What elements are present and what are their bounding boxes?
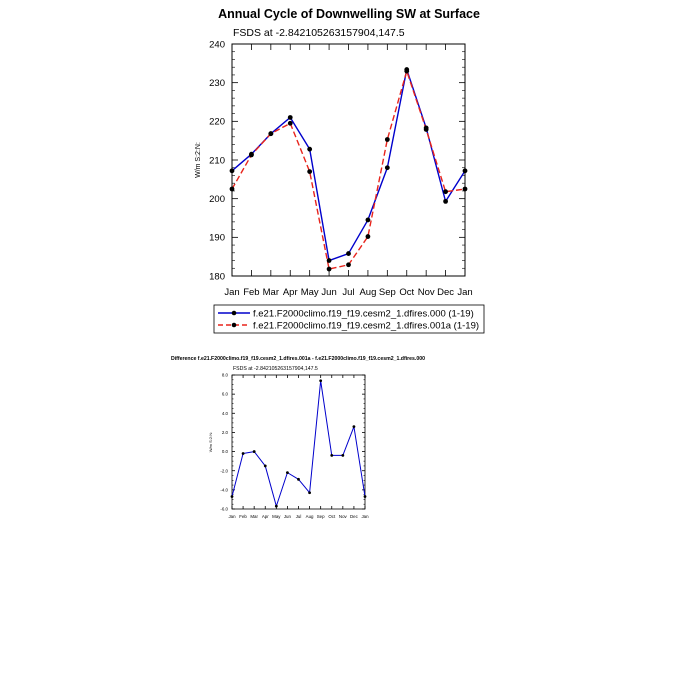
diff-series-1-point <box>297 478 300 481</box>
legend-marker-series-1 <box>232 311 237 316</box>
main-y-tick-labels <box>209 39 225 282</box>
diff-x-tick-label: Jan <box>361 514 369 519</box>
main-x-tick-label: Jun <box>321 287 337 298</box>
diff-chart-ylabel: W/m S:2:N: <box>208 431 213 453</box>
main-series-2-point <box>230 187 235 192</box>
main-series-2-point <box>443 189 448 194</box>
legend-label-series-2: f.e21.F2000climo.f19_f19.cesm2_1.dfires.001a (1-19) <box>253 320 480 332</box>
main-plot-frame <box>232 44 465 276</box>
main-series-1-point <box>385 165 390 170</box>
main-series-2-point <box>385 137 390 142</box>
main-chart-ylabel: W/m S:2:N: <box>195 142 202 178</box>
main-series-2-point <box>404 69 409 74</box>
main-x-tick-label: May <box>300 287 319 298</box>
diff-x-tick-label: Nov <box>338 514 347 519</box>
main-x-tick-label: Jan <box>457 287 473 298</box>
diff-series-1-point <box>319 379 322 382</box>
diff-y-tick-label: -6.0 <box>220 506 228 512</box>
diff-series-1-point <box>286 471 289 474</box>
main-x-tick-label: Aug <box>359 287 377 298</box>
main-chart <box>195 7 484 333</box>
diff-series-1-point <box>275 505 278 508</box>
diff-chart <box>171 356 425 519</box>
diff-series-1-point <box>364 495 367 498</box>
main-x-tick-label: Jan <box>224 287 240 298</box>
main-series-2-point <box>463 187 468 192</box>
main-y-tick-label: 200 <box>209 193 225 205</box>
main-series-1-point <box>346 251 351 256</box>
main-x-tick-label: Feb <box>243 287 260 298</box>
main-x-tick-label: Apr <box>282 287 298 298</box>
main-x-tick-label: Mar <box>262 287 280 298</box>
diff-x-tick-labels <box>228 514 369 519</box>
diff-x-tick-label: Jan <box>228 514 236 519</box>
diff-series-1-point <box>308 491 311 494</box>
main-y-tick-label: 240 <box>209 39 225 51</box>
main-x-tick-label: Sep <box>378 287 396 298</box>
diff-x-tick-label: Jul <box>295 514 302 519</box>
diff-series-line-1 <box>232 381 365 506</box>
diff-x-tick-label: May <box>272 514 281 519</box>
legend-marker-series-2 <box>232 323 237 328</box>
diff-tick-marks <box>232 375 365 509</box>
diff-y-tick-labels <box>220 373 228 512</box>
legend-label-series-1: f.e21.F2000climo.f19_f19.cesm2_1.dfires.000 (1-19) <box>253 308 474 320</box>
main-tick-marks <box>232 44 465 276</box>
main-series-1-point <box>327 258 332 263</box>
diff-y-tick-label: 4.0 <box>221 410 228 416</box>
main-x-tick-label: Nov <box>417 287 435 298</box>
diff-series-1-point <box>264 465 267 468</box>
main-series-2-point <box>327 267 332 272</box>
main-series-2-point <box>424 127 429 132</box>
main-series-layer <box>230 67 468 271</box>
main-x-tick-label: Jul <box>342 287 355 298</box>
diff-series-1-point <box>330 454 333 457</box>
diff-x-tick-label: Dec <box>350 514 358 519</box>
main-chart-subtitle: FSDS at -2.842105263157904,147.5 <box>233 27 405 39</box>
main-y-tick-label: 220 <box>209 116 225 128</box>
main-series-2-point <box>249 153 254 158</box>
main-series-1-point <box>463 168 468 173</box>
main-series-line-2 <box>232 71 465 269</box>
diff-y-tick-label: 8.0 <box>221 372 228 378</box>
diff-series-1-point <box>353 425 356 428</box>
diff-chart-title: Difference f.e21.F2000climo.f19_f19.cesm2_1.dfires.001a - f.e21.F2000climo.f19_f19.cesm2_1.dfires.000 <box>170 356 426 362</box>
main-x-tick-label: Dec <box>437 287 455 298</box>
diff-chart-subtitle: FSDS at -2.842105263157904,147.5 <box>233 366 318 372</box>
diff-x-tick-label: Mar <box>250 514 258 519</box>
main-series-2-point <box>268 131 273 136</box>
main-series-1-point <box>230 168 235 173</box>
main-series-1-point <box>366 218 371 223</box>
diff-x-tick-label: Oct <box>328 514 336 519</box>
main-series-2-point <box>366 234 371 239</box>
diff-y-tick-label: -2.0 <box>220 468 228 474</box>
diff-y-tick-label: -4.0 <box>220 487 228 493</box>
diff-x-tick-label: Jun <box>283 514 291 519</box>
main-y-tick-label: 180 <box>209 271 225 283</box>
diff-y-tick-label: 6.0 <box>221 391 228 397</box>
main-x-tick-labels <box>224 287 472 298</box>
main-series-1-point <box>443 199 448 204</box>
main-series-2-point <box>288 121 293 126</box>
diff-x-tick-label: Apr <box>261 514 269 519</box>
diff-x-tick-label: Sep <box>316 514 325 519</box>
diff-x-tick-label: Aug <box>305 514 314 519</box>
main-y-tick-label: 210 <box>209 155 225 167</box>
main-series-2-point <box>307 169 312 174</box>
diff-y-tick-label: 0.0 <box>221 449 228 455</box>
diff-series-1-point <box>231 495 234 498</box>
main-legend <box>214 305 484 333</box>
diff-plot-frame <box>232 375 365 509</box>
diff-y-tick-label: 2.0 <box>221 429 228 435</box>
main-y-tick-label: 230 <box>209 77 225 89</box>
main-chart-title: Annual Cycle of Downwelling SW at Surface <box>218 7 480 21</box>
main-series-1-point <box>288 115 293 120</box>
diff-series-layer <box>231 379 367 507</box>
main-series-2-point <box>346 262 351 267</box>
main-series-1-point <box>307 147 312 152</box>
main-x-tick-label: Oct <box>399 287 415 298</box>
main-y-tick-label: 190 <box>209 232 225 244</box>
main-series-line-1 <box>232 70 465 261</box>
diff-series-1-point <box>242 452 245 455</box>
diff-series-1-point <box>253 450 256 453</box>
diff-series-1-point <box>341 454 344 457</box>
diff-x-tick-label: Feb <box>239 514 247 519</box>
